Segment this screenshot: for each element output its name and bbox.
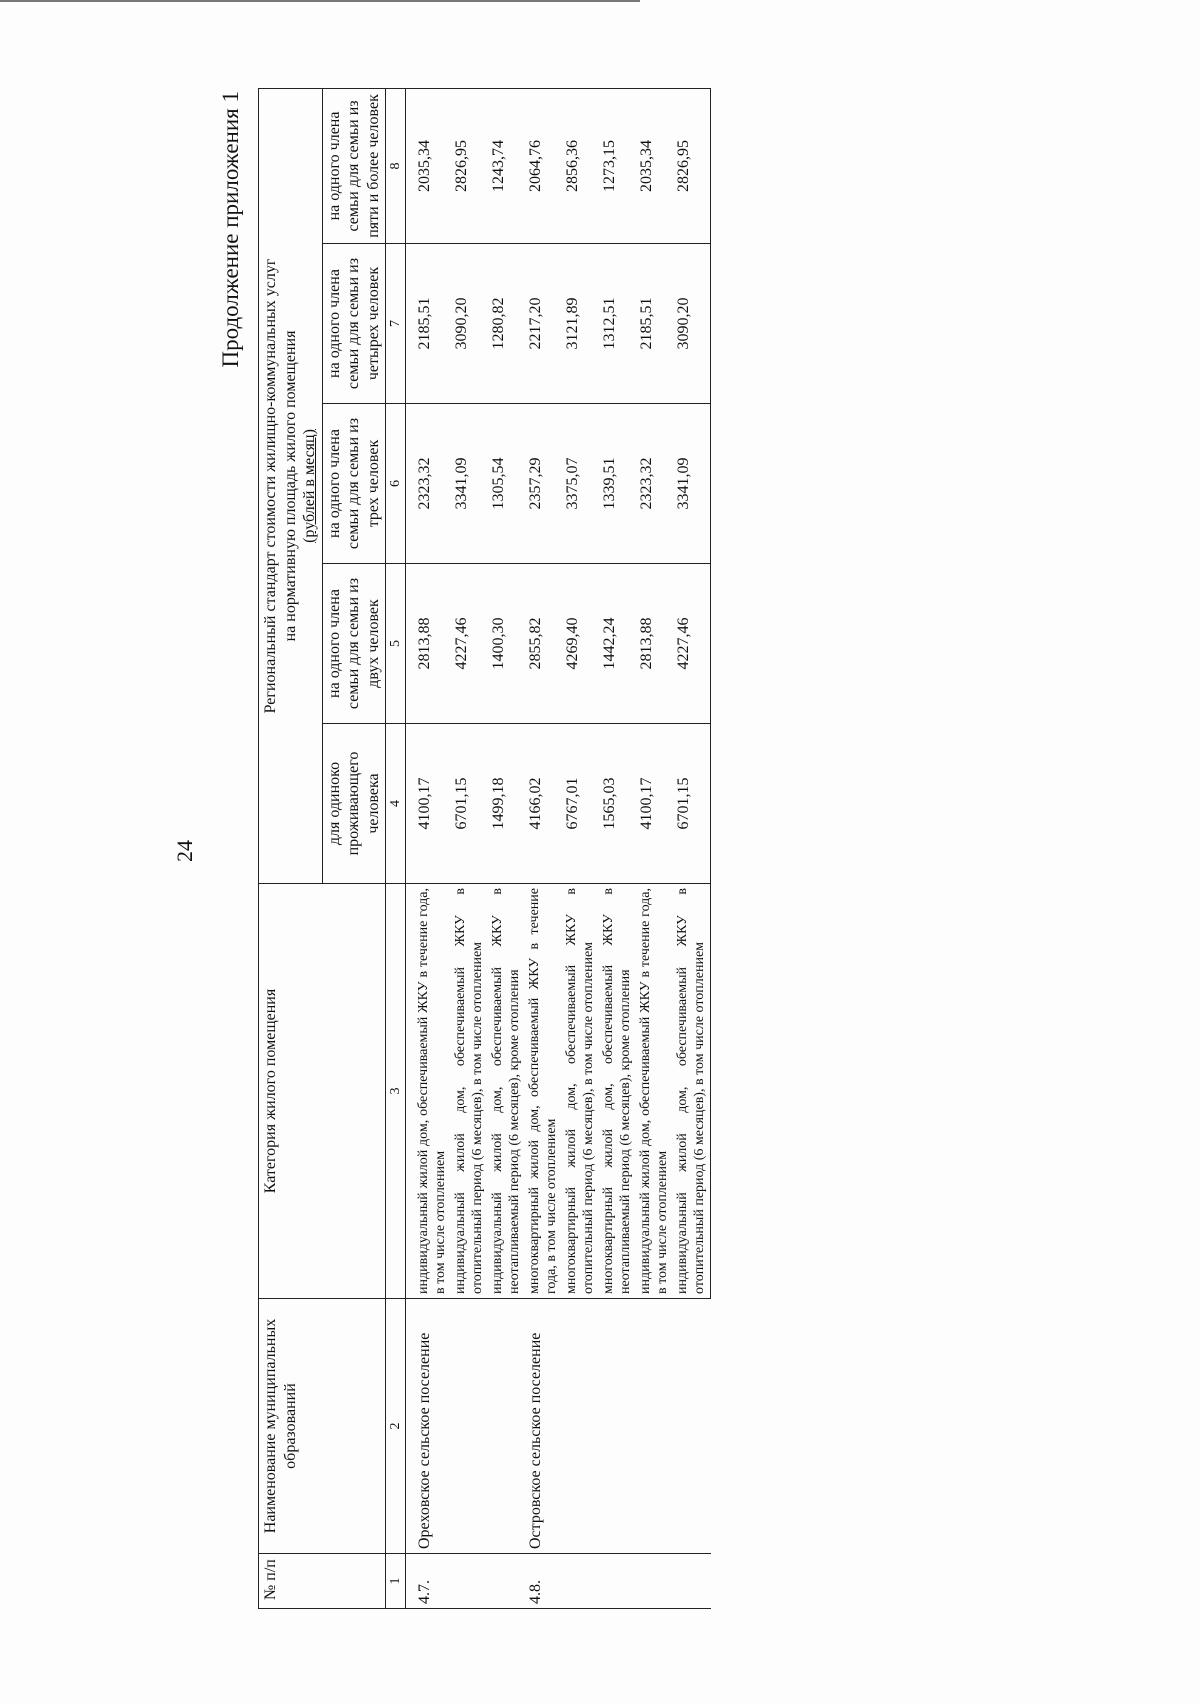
value-cell: 3375,07 bbox=[562, 404, 599, 564]
header-standard-line1: Региональный стандарт стоимости жилищно-коммунальных услуг bbox=[262, 258, 279, 714]
value-cell: 4100,17 bbox=[406, 724, 452, 884]
housing-category: индивидуальный жилой дом, обеспечиваемый ЖКУ в отопительный период (6 месяцев), в том числе отоплением bbox=[673, 884, 711, 1299]
column-number: 7 bbox=[386, 244, 406, 404]
standards-table bbox=[258, 88, 711, 1609]
value-cell: 4227,46 bbox=[451, 564, 488, 724]
value-cell: 2856,36 bbox=[562, 88, 599, 243]
value-cell: 2064,76 bbox=[525, 88, 562, 243]
value-cell: 1273,15 bbox=[599, 88, 636, 243]
header-standard bbox=[259, 88, 323, 883]
header-sub-three: на одного члена семьи для семьи из трех человек bbox=[322, 404, 386, 564]
value-cell: 1400,30 bbox=[488, 564, 525, 724]
column-number-row bbox=[386, 88, 406, 1608]
value-cell: 4269,40 bbox=[562, 564, 599, 724]
row-code: 4.7. bbox=[406, 1554, 526, 1609]
page-number: 24 bbox=[172, 840, 197, 862]
rotated-landscape-content bbox=[100, 51, 1100, 1651]
housing-category: многоквартирный жилой дом, обеспечиваемый ЖКУ в течение года, в том числе отоплением bbox=[525, 884, 562, 1299]
header-category: Категория жилого помещения bbox=[259, 884, 386, 1299]
value-cell: 2323,32 bbox=[406, 404, 452, 564]
value-cell: 6701,15 bbox=[451, 724, 488, 884]
housing-category: многоквартирный жилой дом, обеспечиваемый ЖКУ в неотапливаемый период (6 месяцев), кроме отопления bbox=[599, 884, 636, 1299]
value-cell: 1565,03 bbox=[599, 724, 636, 884]
value-cell: 1305,54 bbox=[488, 404, 525, 564]
header-name: Наименование муниципальных образований bbox=[259, 1299, 386, 1554]
housing-category: индивидуальный жилой дом, обеспечиваемый ЖКУ в неотапливаемый период (6 месяцев), кроме отопления bbox=[488, 884, 525, 1299]
header-sub-five: на одного члена семьи для семьи из пяти и более человек bbox=[322, 88, 386, 243]
housing-category: индивидуальный жилой дом, обеспечиваемый ЖКУ в отопительный период (6 месяцев), в том числе отоплением bbox=[451, 884, 488, 1299]
municipality-name: Ореховское сельское поселение bbox=[406, 1299, 526, 1554]
value-cell: 3341,09 bbox=[451, 404, 488, 564]
value-cell: 3121,89 bbox=[562, 244, 599, 404]
value-cell: 4100,17 bbox=[636, 724, 673, 884]
housing-category: индивидуальный жилой дом, обеспечиваемый ЖКУ в течение года, в том числе отоплением bbox=[406, 884, 452, 1299]
value-cell: 2813,88 bbox=[406, 564, 452, 724]
value-cell: 6767,01 bbox=[562, 724, 599, 884]
row-code: 4.8. bbox=[525, 1554, 711, 1609]
value-cell: 2855,82 bbox=[525, 564, 562, 724]
value-cell: 2035,34 bbox=[636, 88, 673, 243]
value-cell: 3090,20 bbox=[451, 244, 488, 404]
appendix-note: Продолжение приложения 1 bbox=[218, 91, 243, 368]
table-row bbox=[406, 88, 452, 1608]
column-number: 6 bbox=[386, 404, 406, 564]
value-cell: 2185,51 bbox=[636, 244, 673, 404]
value-cell: 2035,34 bbox=[406, 88, 452, 243]
housing-category: индивидуальный жилой дом, обеспечиваемый ЖКУ в течение года, в том числе отоплением bbox=[636, 884, 673, 1299]
header-row-1 bbox=[259, 88, 323, 1608]
header-sub-four: на одного члена семьи для семьи из четырех человек bbox=[322, 244, 386, 404]
header-sub-single: для одиноко проживающего человека bbox=[322, 724, 386, 884]
value-cell: 2185,51 bbox=[406, 244, 452, 404]
value-cell: 1280,82 bbox=[488, 244, 525, 404]
value-cell: 2813,88 bbox=[636, 564, 673, 724]
column-number: 8 bbox=[386, 88, 406, 243]
header-sub-two: на одного члена семьи для семьи из двух человек bbox=[322, 564, 386, 724]
column-number: 3 bbox=[386, 884, 406, 1299]
value-cell: 1243,74 bbox=[488, 88, 525, 243]
value-cell: 2323,32 bbox=[636, 404, 673, 564]
value-cell: 1499,18 bbox=[488, 724, 525, 884]
header-standard-line3: (рублей в месяц) bbox=[301, 429, 319, 543]
scan-edge-line bbox=[0, 0, 640, 2]
value-cell: 2357,29 bbox=[525, 404, 562, 564]
value-cell: 4227,46 bbox=[673, 564, 711, 724]
column-number: 4 bbox=[386, 724, 406, 884]
column-number: 2 bbox=[386, 1299, 406, 1554]
value-cell: 1442,24 bbox=[599, 564, 636, 724]
value-cell: 3341,09 bbox=[673, 404, 711, 564]
value-cell: 4166,02 bbox=[525, 724, 562, 884]
value-cell: 2826,95 bbox=[451, 88, 488, 243]
header-standard-line2: на нормативную площадь жилого помещения bbox=[281, 330, 299, 642]
header-no: № п/п bbox=[259, 1554, 386, 1609]
municipality-name: Островское сельское поселение bbox=[525, 1299, 711, 1554]
value-cell: 1339,51 bbox=[599, 404, 636, 564]
column-number: 5 bbox=[386, 564, 406, 724]
value-cell: 6701,15 bbox=[673, 724, 711, 884]
housing-category: многоквартирный жилой дом, обеспечиваемый ЖКУ в отопительный период (6 месяцев), в том числе отоплением bbox=[562, 884, 599, 1299]
value-cell: 2217,20 bbox=[525, 244, 562, 404]
value-cell: 3090,20 bbox=[673, 244, 711, 404]
value-cell: 1312,51 bbox=[599, 244, 636, 404]
column-number: 1 bbox=[386, 1554, 406, 1609]
table-row bbox=[525, 88, 562, 1608]
value-cell: 2826,95 bbox=[673, 88, 711, 243]
